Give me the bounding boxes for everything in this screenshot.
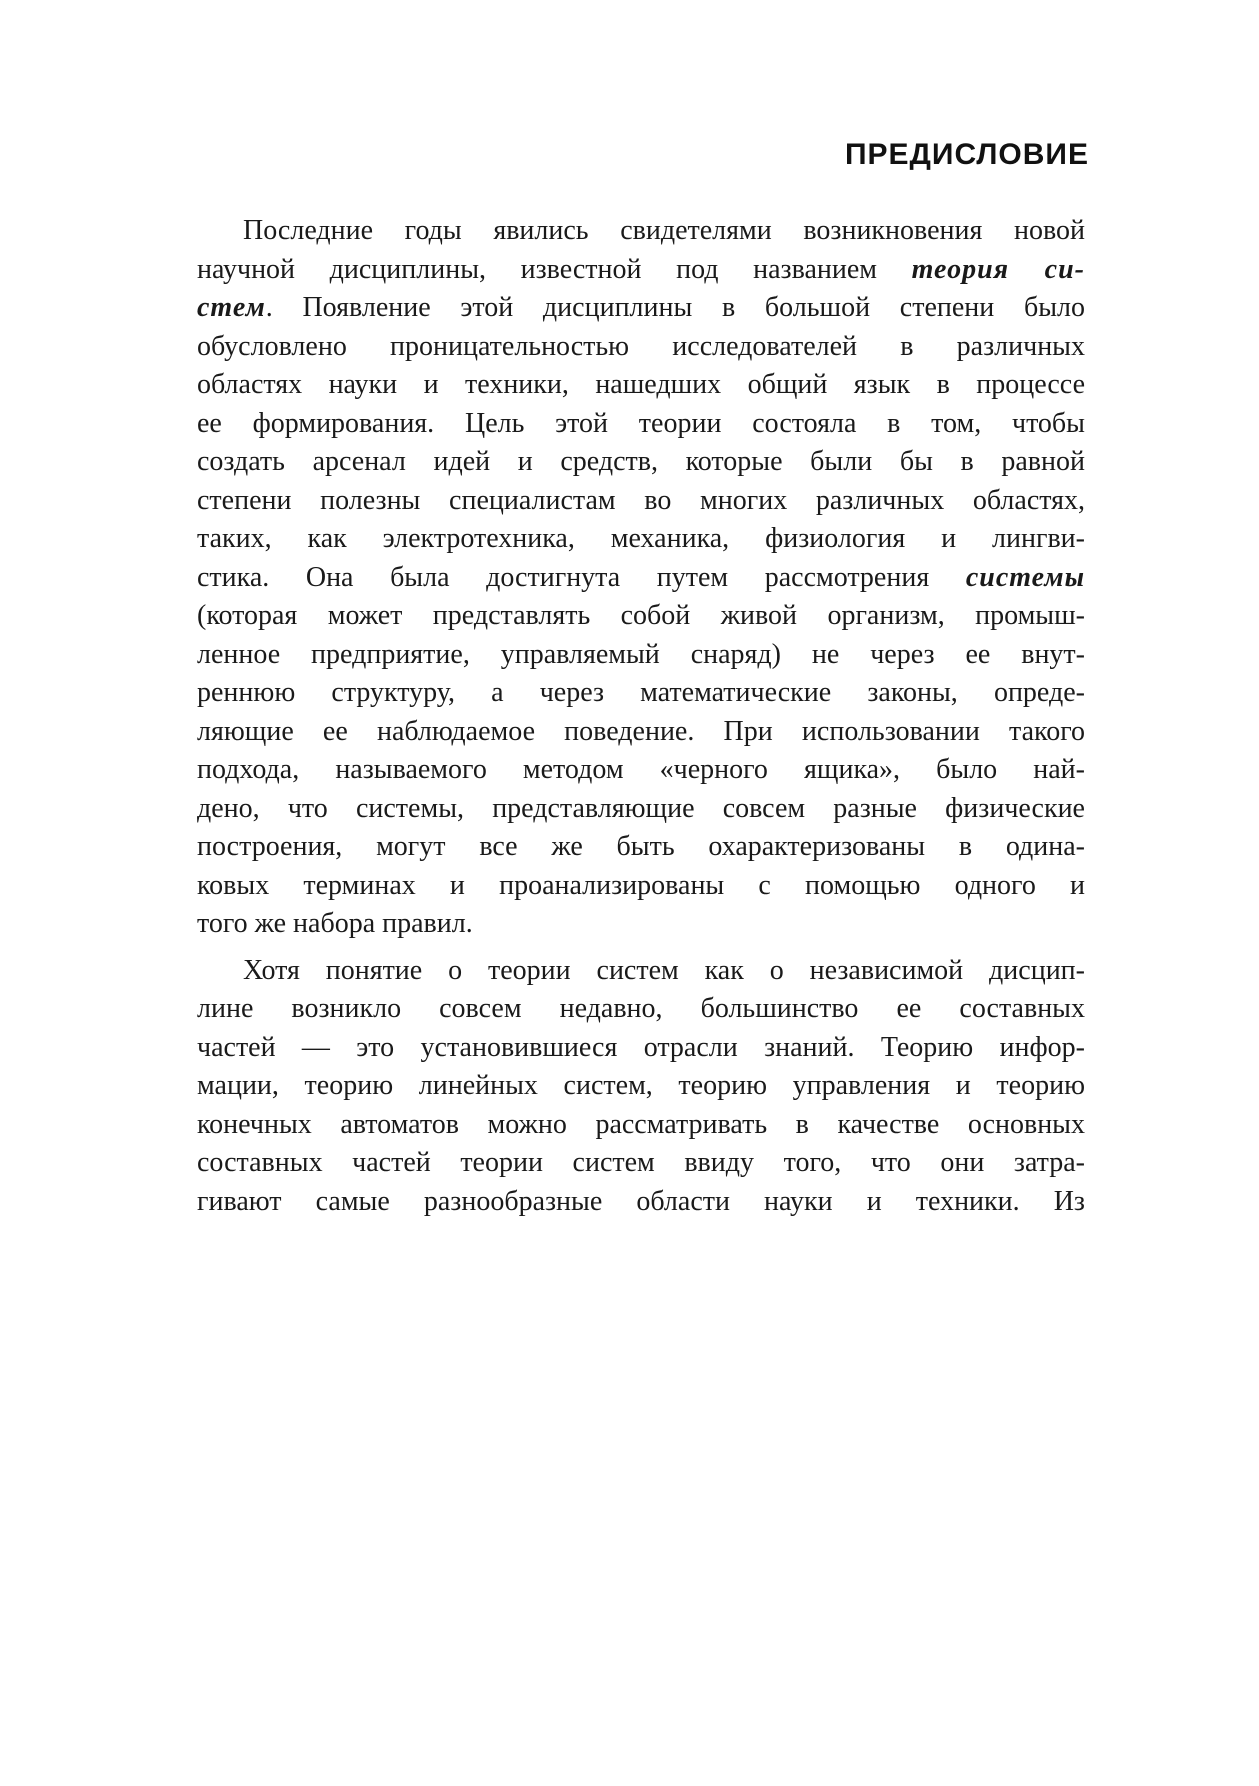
paragraph-1 (197, 212, 1085, 944)
text-line: областях науки и техники, нашедших общий язык в процессе (197, 369, 1085, 400)
text-line: (которая может представлять собой живой организм, промыш- (197, 600, 1085, 631)
text-line: конечных автоматов можно рассматривать в качестве основных (197, 1108, 1085, 1140)
text-line: подхода, называемого методом «черного ящика», было най- (197, 754, 1085, 785)
text-line: построения, могут все же быть охарактеризованы в одина- (197, 831, 1085, 862)
text-line: создать арсенал идей и средств, которые были бы в равной (197, 446, 1085, 477)
emphasized-term: стем (197, 292, 266, 323)
text-line: научной дисциплины, известной под названием теория си- (197, 253, 1085, 285)
body-text (197, 212, 1085, 1221)
text-line: того же набора правил. (197, 908, 473, 939)
text-line: степени полезны специалистам во многих различных областях, (197, 484, 1085, 516)
emphasized-term: теория си- (911, 253, 1085, 285)
text-line: ленное предприятие, управляемый снаряд) не через ее внут- (197, 638, 1085, 670)
text-line: гивают самые разнообразные области науки и техники. Из (197, 1185, 1085, 1217)
text-line: таких, как электротехника, механика, физиология и лингви- (197, 523, 1085, 554)
text-line: стика. Она была достигнута путем рассмотрения системы (197, 561, 1085, 593)
text-line: обусловлено проницательностью исследователей в различных (197, 330, 1085, 362)
text-line: Хотя понятие о теории систем как о независимой дисцип- (243, 954, 1085, 986)
paragraph-2 (197, 952, 1085, 1222)
text-line: ковых терминах и проанализированы с помощью одного и (197, 869, 1085, 901)
text-line: мации, теорию линейных систем, теорию управления и теорию (197, 1070, 1085, 1101)
text-line: ее формирования. Цель этой теории состояла в том, чтобы (197, 407, 1085, 439)
text-line: ляющие ее наблюдаемое поведение. При использовании такого (197, 715, 1085, 747)
chapter-heading: ПРЕДИСЛОВИЕ (844, 138, 1089, 171)
emphasized-term: системы (965, 561, 1085, 593)
text-line: Последние годы явились свидетелями возникновения новой (243, 215, 1085, 246)
text-line: стем. Появление этой дисциплины в большой степени было (197, 292, 1085, 323)
text-line: частей — это установившиеся отрасли знаний. Теорию инфор- (197, 1031, 1085, 1063)
text-line: составных частей теории систем ввиду того, что они затра- (197, 1147, 1085, 1178)
text-line: лине возникло совсем недавно, большинство ее составных (197, 993, 1085, 1024)
text-line: дено, что системы, представляющие совсем разные физические (197, 792, 1085, 824)
text-line: реннюю структуру, а через математические законы, опреде- (197, 677, 1085, 708)
